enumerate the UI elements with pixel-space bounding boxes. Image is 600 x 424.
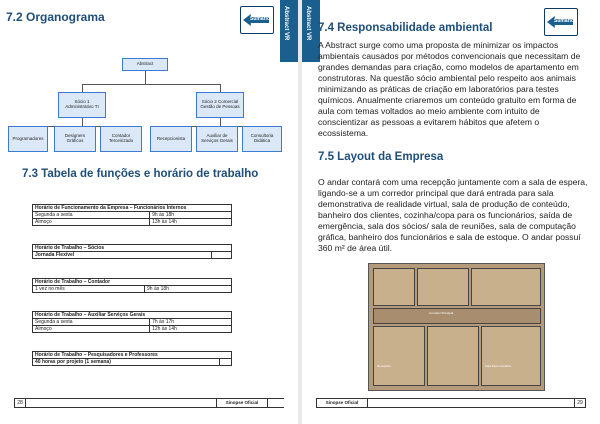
table-cell: 9h às 18h [150,212,232,219]
side-tab-label: Abstract VR [305,6,311,41]
org-connector [82,118,83,126]
org-node-socio-2: Sócio 2 Comercial Gestão de Pessoas [196,92,244,118]
sumario-button[interactable] [544,8,578,36]
org-chart [0,42,298,160]
table-cell: 9h às 18h [145,286,232,293]
left-page [0,0,298,424]
table-cell: Segunda a sexta [33,319,150,326]
layout-paragraph: O andar contará com uma recepção juntamente com a sala de espera, ligando-se a um corredor principal que dará entrada para sala demonstrativa de realidade virtual, sala de produção de conteúdo, banheiro dos clientes, cozinha/copa para os funcionários, saída de emergência, sala dos sócios/ sala de reuniões, sala de computação gráfica, banheiro dos funcionários e sala de estoque. O andar possuí 360 m² de área útil. [318,177,588,253]
plan-room [373,268,415,306]
plan-room [471,268,541,306]
table-cell: Jornada Flexível [33,252,212,259]
org-connector [220,84,221,92]
org-node-bottom: Recepcionista [150,126,192,152]
table-row [33,326,232,333]
table-header: Horário de Funcionamento da Empresa – Funcionários Internos [33,205,232,212]
table-row [33,286,232,293]
table-row [33,319,232,326]
right-page [302,0,600,424]
plan-label: Corredor Principal [429,311,454,315]
org-node-socio-1: Sócio 1 Administrativo TI [58,92,106,118]
table-cell [220,359,232,366]
plan-room [417,268,469,306]
org-node-top: Abstract [122,58,168,71]
section-title-layout: 7.5 Layout da Empresa [318,151,444,163]
table-row [33,219,232,226]
table-header: Horário de Trabalho – Sócios [33,245,232,252]
sumario-button[interactable] [240,6,274,34]
footer-label: Sinopse Oficial [316,398,368,408]
org-connector [82,84,83,92]
plan-label: Recepção [377,364,391,368]
org-connector [82,84,220,85]
side-tab-label: Abstract VR [283,6,289,41]
plan-room [481,326,541,386]
table-header: Horário de Trabalho – Pesquisadores e Professores [33,352,232,359]
org-node-bottom: Contador Terceirizado [100,126,142,152]
section-title-tabela: 7.3 Tabela de funções e horário de trabalho [22,168,259,180]
org-connector [145,70,146,84]
floor-plan-image [368,263,545,391]
page-number: 29 [574,398,586,408]
schedule-table-contador [32,278,232,293]
page-number: 28 [14,398,26,408]
plan-room [427,326,479,386]
schedule-table-pesquisadores [32,351,232,366]
plan-room [373,326,425,386]
table-cell: 13h às 14h [150,219,232,226]
table-cell: 40 horas por projeto (1 semana) [33,359,220,366]
table-row [33,212,232,219]
org-node-bottom: Designers Gráficos [54,126,96,152]
schedule-table-internos [32,204,232,226]
plan-corridor [373,308,541,324]
schedule-table-auxiliar [32,311,232,333]
section-title-responsabilidade: 7.4 Responsabilidade ambiental [318,22,493,34]
table-row [33,252,232,259]
table-row [33,359,232,366]
org-connector [220,118,221,126]
org-node-bottom: Auxiliar de Serviços Gerais [196,126,238,152]
section-title-organograma: 7.2 Organograma [6,10,105,24]
table-cell: 1 vez no mês [33,286,145,293]
sumario-label: Sumário [250,16,271,22]
plan-label: Sala Demonstrativa [485,364,512,368]
table-cell: Segunda a sexta [33,212,150,219]
footer-label: Sinopse Oficial [216,398,268,408]
table-cell [211,252,231,259]
org-node-bottom: Consultoria Didática [242,126,282,152]
table-cell: Almoço [33,219,150,226]
table-header: Horário de Trabalho – Contador [33,279,232,286]
table-cell: Almoço [33,326,150,333]
org-node-bottom: Programadores [8,126,48,152]
sumario-label: Sumário [554,18,575,24]
responsabilidade-paragraph: A Abstract surge como uma proposta de minimizar os impactos ambientais causados por métodos convencionais que necessitam de grandes demandas para criação, como modelos de apartamento em construtoras. Na questão sócio ambiental pelo respeito aos animais minimizando as práticas de criação em laboratórios para testes químicos. Anualmente criaremos um conteúdo gratuito em forma de aula com temas voltados ao meio ambiente com intuito de conscientizar as pessoas a evitarem hábitos que afetem o ecossistema. [318,40,581,138]
schedule-table-socios [32,244,232,259]
table-header: Horário de Trabalho – Auxiliar Serviços Gerais [33,312,232,319]
table-cell: 12h às 14h [150,326,232,333]
table-cell: 7h às 17h [150,319,232,326]
